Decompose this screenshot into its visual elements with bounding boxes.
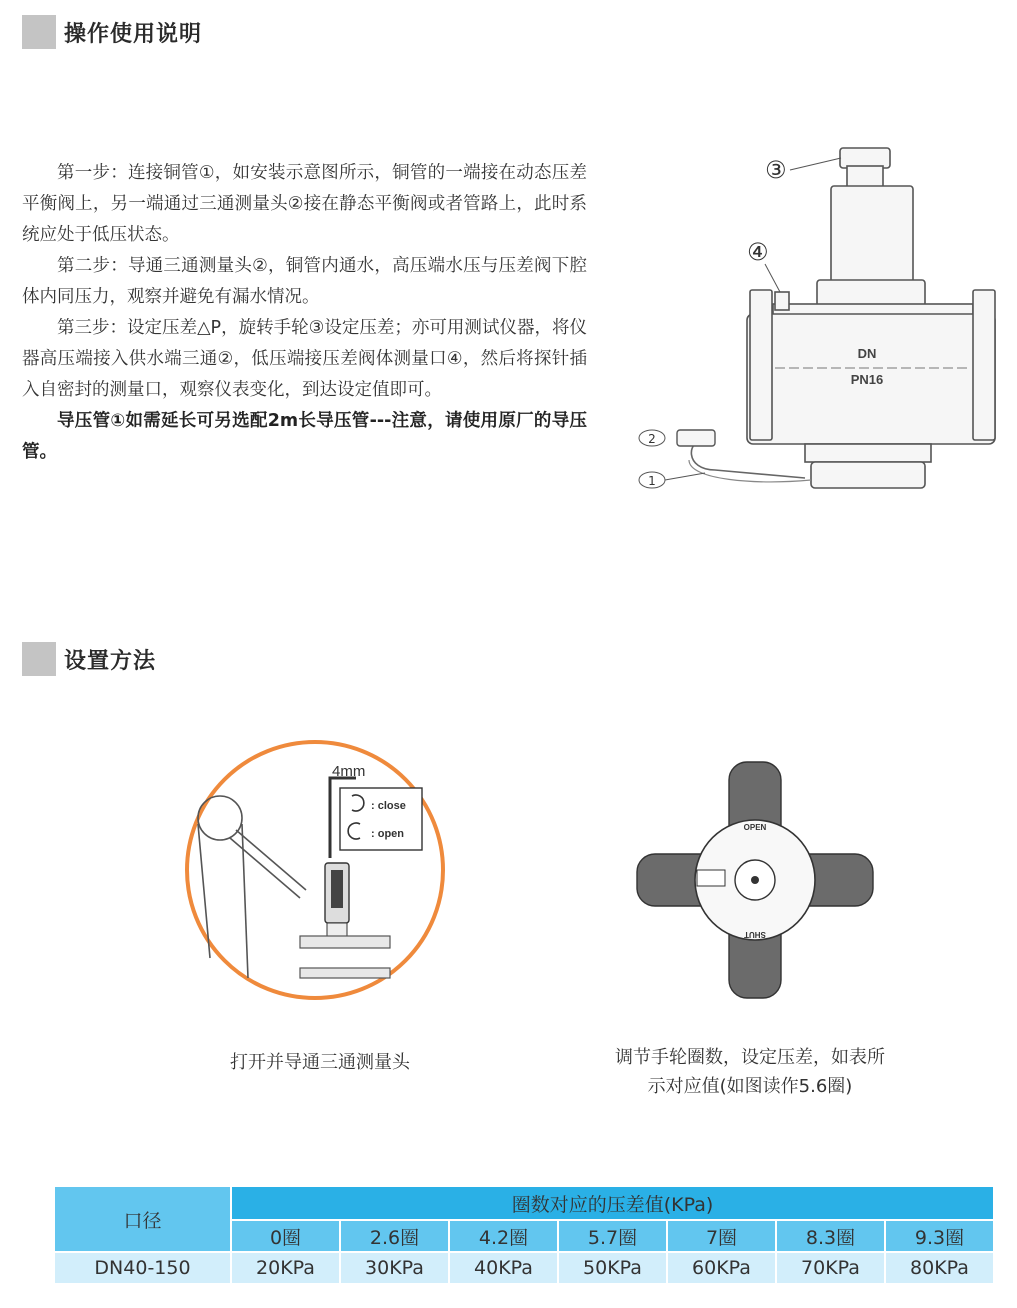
body-text-dn: DN	[857, 346, 877, 361]
caption-handwheel	[575, 1043, 925, 1101]
pressure-cell: 80KPa	[885, 1252, 994, 1284]
pressure-cell: 60KPa	[667, 1252, 776, 1284]
handwheel-stem	[847, 166, 883, 188]
step-2-text: 第二步：导通三通测量头②，铜管内通水，高压端水压与压差阀下腔体内同压力，观察并避免有漏水情况。	[22, 256, 587, 307]
section-header-operation	[22, 15, 202, 49]
pipe-wall-lower	[300, 968, 390, 978]
step-1-text: 第一步：连接铜管①，如安装示意图所示，铜管的一端接在动态压差平衡阀上，另一端通过三通测量头②接在静态平衡阀或者管路上，此时系统应处于低压状态。	[22, 163, 587, 245]
pressure-cell: 50KPa	[558, 1252, 667, 1284]
header-pressure-group: 圈数对应的压差值(KPa)	[231, 1186, 994, 1220]
direction-legend	[340, 788, 422, 850]
header-turn: 2.6圈	[340, 1220, 449, 1252]
note-text: 导压管①如需延长可另选配2m长导压管---注意，请使用原厂的导压管。	[22, 411, 587, 462]
section-marker	[22, 15, 56, 49]
pressure-cell: 40KPa	[449, 1252, 558, 1284]
section-marker	[22, 642, 56, 676]
header-turn: 0圈	[231, 1220, 340, 1252]
section-header-setting	[22, 642, 156, 676]
operation-steps	[22, 158, 587, 468]
header-turn: 4.2圈	[449, 1220, 558, 1252]
caption-handwheel-line2: 示对应值(如图读作5.6圈)	[647, 1076, 853, 1097]
header-turn: 7圈	[667, 1220, 776, 1252]
valve-bonnet	[831, 186, 913, 286]
pressure-cell: 20KPa	[231, 1252, 340, 1284]
handwheel-axis	[751, 876, 759, 884]
label-measuring-port: ④	[747, 238, 769, 266]
pressure-cell: 30KPa	[340, 1252, 449, 1284]
row-label: DN40-150	[54, 1252, 231, 1284]
tee-fitting	[677, 430, 715, 446]
label-handwheel: ③	[765, 156, 787, 184]
open-label: : open	[371, 828, 404, 840]
bottom-chamber	[811, 462, 925, 488]
pressure-cell: 70KPa	[776, 1252, 885, 1284]
header-turn: 8.3圈	[776, 1220, 885, 1252]
handwheel-diagram	[635, 760, 875, 1000]
label-tee: 2	[648, 432, 656, 446]
header-turn: 5.7圈	[558, 1220, 667, 1252]
bottom-cap	[805, 444, 931, 462]
measuring-port	[775, 292, 789, 310]
shut-mark: SHUT	[744, 930, 766, 939]
copper-tube-loop	[689, 460, 811, 482]
caption-handwheel-line1: 调节手轮圈数，设定压差，如表所	[615, 1047, 885, 1068]
label-copper-tube: 1	[648, 474, 656, 488]
section-title: 操作使用说明	[64, 21, 203, 47]
tee-wrench-diagram	[180, 738, 450, 1003]
open-mark: OPEN	[743, 823, 767, 832]
handwheel-top	[840, 148, 890, 168]
bonnet-flange	[817, 280, 925, 306]
leader-4	[765, 264, 780, 292]
body-text-pn: PN16	[850, 372, 884, 387]
leader-3	[790, 158, 841, 170]
header-turn: 9.3圈	[885, 1220, 994, 1252]
valve-installation-diagram	[625, 140, 1000, 500]
caption-tee: 打开并导通三通测量头	[230, 1052, 410, 1073]
left-flange	[750, 290, 772, 440]
pipe-wall-upper	[300, 936, 390, 948]
turn-indicator-window	[697, 870, 725, 886]
hex-size-label: 4mm	[332, 763, 366, 780]
section-title: 设置方法	[64, 648, 157, 674]
close-label: : close	[371, 800, 406, 812]
right-flange	[973, 290, 995, 440]
tee-core	[331, 870, 343, 908]
table-row	[54, 1252, 994, 1284]
pressure-table	[53, 1185, 995, 1285]
orange-detail-circle	[187, 742, 443, 998]
header-caliber: 口径	[54, 1186, 231, 1252]
step-3-text: 第三步：设定压差△P，旋转手轮③设定压差；亦可用测试仪器，将仪器高压端接入供水端三通②，低压端接压差阀体测量口④，然后将探针插入自密封的测量口，观察仪表变化，到达设定值即可。	[22, 318, 587, 400]
leader-1	[665, 473, 705, 480]
